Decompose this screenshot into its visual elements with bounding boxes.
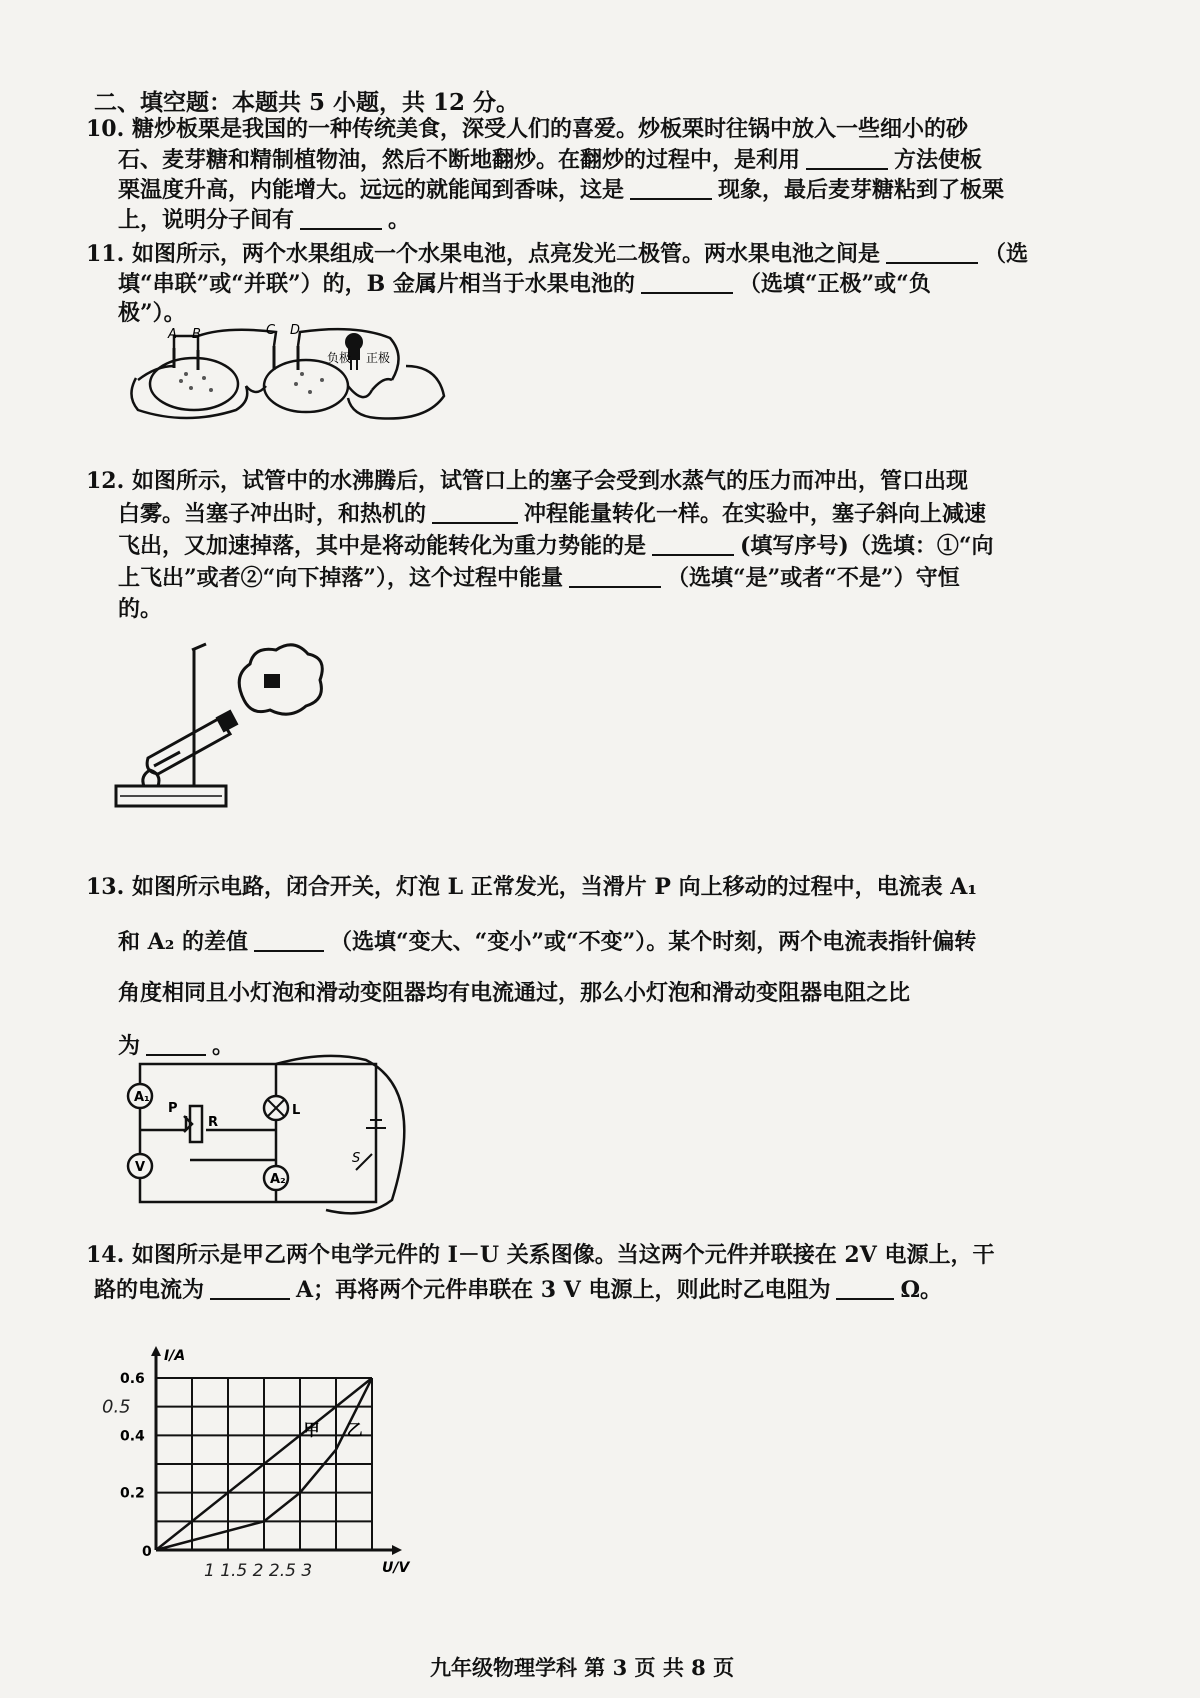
- handwritten-loop: [276, 1056, 404, 1214]
- q10-line1: 10. 糖炒板栗是我国的一种传统美食，深受人们的喜爱。炒板栗时往锅中放入一些细小的砂: [86, 116, 968, 142]
- q11-blank-1[interactable]: [886, 240, 978, 264]
- circuit-frame: [140, 1064, 376, 1202]
- q10-blank-1[interactable]: [806, 146, 888, 170]
- q12-number: 12.: [86, 468, 125, 494]
- q12-line2: 白雾。当塞子冲出时，和热机的 冲程能量转化一样。在实验中，塞子斜向上减速: [118, 501, 987, 527]
- led-negative-label: 负极: [327, 351, 352, 365]
- q12-line3: 飞出，又加速掉落，其中是将动能转化为重力势能的是 (填写序号)（选填：①“向: [118, 533, 994, 559]
- test-tube-figure: [114, 636, 334, 816]
- lemon-1: [150, 358, 238, 410]
- q11-line3: 极”）。: [118, 300, 186, 326]
- x-axis-label: U/V: [382, 1560, 410, 1576]
- fruit-battery-figure: [126, 323, 446, 436]
- series-label-jia: 甲: [303, 1420, 320, 1440]
- label-c: C: [266, 323, 276, 338]
- y-tick-label: 0.6: [120, 1371, 145, 1387]
- label-v: V: [135, 1160, 146, 1175]
- q14-blank-1[interactable]: [210, 1276, 290, 1300]
- q14-line1: 14. 如图所示是甲乙两个电学元件的 I－U 关系图像。当这两个元件并联接在 2V 电源上，干: [86, 1242, 995, 1268]
- q12-blank-3[interactable]: [569, 564, 661, 588]
- q13-line2: 和 A₂ 的差值 （选填“变大、“变小”或“不变”）。某个时刻，两个电流表指针偏转: [118, 929, 977, 955]
- q12-line4: 上飞出”或者②“向下掉落”），这个过程中能量 （选填“是”或者“不是”）守恒: [118, 565, 960, 591]
- q10-line2: 石、麦芽糖和精制植物油，然后不断地翻炒。在翻炒的过程中，是利用 方法使板: [118, 147, 983, 173]
- handwritten-x-annotation: 1 1.5 2 2.5 3: [204, 1561, 313, 1581]
- q13-blank-1[interactable]: [254, 928, 324, 952]
- y-tick-label: 0.4: [120, 1428, 145, 1445]
- q13-line1: 13. 如图所示电路，闭合开关，灯泡 L 正常发光，当滑片 P 向上移动的过程中，电流表 A₁: [86, 874, 977, 900]
- q13-line4: 为 。: [118, 1033, 235, 1059]
- circuit-figure: [126, 1050, 426, 1210]
- label-a: A: [168, 327, 177, 342]
- iu-chart: [98, 1340, 410, 1600]
- origin-label: 0: [142, 1544, 152, 1560]
- led-positive-label: 正极: [366, 351, 391, 365]
- q14-blank-2[interactable]: [836, 1276, 894, 1300]
- test-tube: [147, 718, 230, 774]
- handwritten-y-annotation: 0.5: [102, 1396, 131, 1418]
- q14-number: 14.: [86, 1242, 125, 1268]
- label-r: R: [208, 1115, 219, 1130]
- label-s: S: [352, 1151, 361, 1166]
- label-d: D: [290, 323, 301, 338]
- steam-cloud: [239, 645, 322, 714]
- q13-number: 13.: [86, 874, 125, 900]
- q11-number: 11.: [86, 241, 125, 267]
- q13-line3: 角度相同且小灯泡和滑动变阻器均有电流通过，那么小灯泡和滑动变阻器电阻之比: [118, 980, 911, 1006]
- page-footer: 九年级物理学科 第 3 页 共 8 页: [430, 1655, 735, 1680]
- q12-blank-2[interactable]: [652, 532, 734, 556]
- label-a2: A₂: [270, 1172, 286, 1187]
- q14-line2: 路的电流为 A；再将两个元件串联在 3 V 电源上，则此时乙电阻为 Ω。: [94, 1277, 943, 1303]
- wire-b-to-c: [198, 330, 276, 346]
- y-axis-arrow-icon: [151, 1346, 161, 1356]
- y-axis-label: I/A: [164, 1348, 186, 1364]
- q12-blank-1[interactable]: [432, 500, 518, 524]
- label-a1: A₁: [134, 1090, 150, 1105]
- y-tick-label: 0.2: [120, 1485, 145, 1502]
- x-axis-arrow-icon: [392, 1545, 402, 1555]
- section-heading: 二、填空题：本题共 5 小题，共 12 分。: [94, 89, 520, 116]
- q11-line2: 填“串联”或“并联”）的，B 金属片相当于水果电池的 （选填“正极”或“负: [118, 271, 931, 297]
- q10-line4: 上，说明分子间有 。: [118, 207, 411, 233]
- q11-blank-2[interactable]: [641, 270, 733, 294]
- series-label-yi: 乙: [346, 1420, 363, 1440]
- q11-line1: 11. 如图所示，两个水果组成一个水果电池，点亮发光二极管。两水果电池之间是 （选: [86, 241, 1028, 267]
- label-p: P: [168, 1101, 178, 1116]
- stopper: [264, 674, 280, 688]
- lemon-2: [264, 360, 348, 412]
- q10-blank-3[interactable]: [300, 206, 382, 230]
- q10-line3: 栗温度升高，内能增大。远远的就能闻到香味，这是 现象，最后麦芽糖粘到了板栗: [118, 177, 1005, 203]
- q12-line5: 的。: [118, 596, 163, 622]
- label-l: L: [292, 1103, 301, 1118]
- q10-number: 10.: [86, 116, 125, 142]
- label-b: B: [192, 327, 201, 342]
- q10-blank-2[interactable]: [630, 176, 712, 200]
- q12-line1: 12. 如图所示，试管中的水沸腾后，试管口上的塞子会受到水蒸气的压力而冲出，管口出现: [86, 468, 968, 494]
